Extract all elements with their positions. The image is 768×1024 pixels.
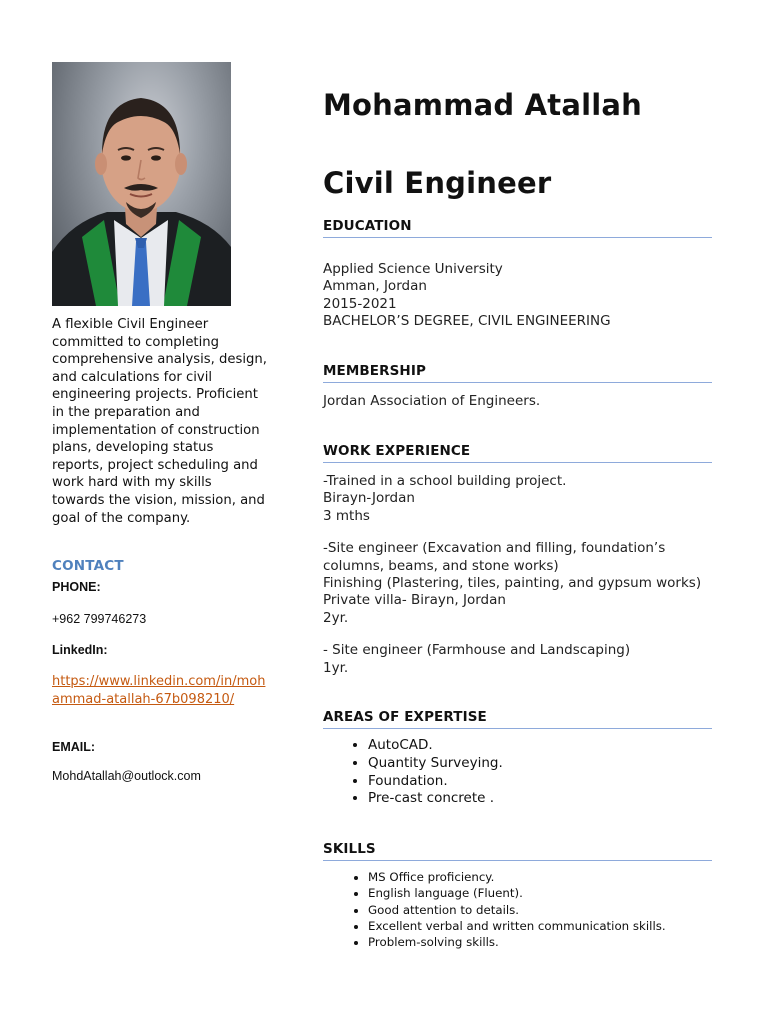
skills-list xyxy=(323,869,712,950)
list-item: • Good attention to details. xyxy=(368,902,712,918)
work-job-2-line: 2yr. xyxy=(323,609,349,626)
list-item: • MS Office proficiency. xyxy=(368,869,712,885)
list-item: • AutoCAD. xyxy=(368,737,712,755)
work-job-2-line: -Site engineer (Excavation and filling, foundation’s columns, beams, and stone works) xyxy=(323,540,666,574)
email-label: EMAIL: xyxy=(52,740,96,755)
work-job-2-line: Private villa- Birayn, Jordan xyxy=(323,592,506,609)
work-experience-heading: WORK EXPERIENCE xyxy=(323,443,712,463)
work-job-1-line: -Trained in a school building project. xyxy=(323,473,567,490)
work-job-1-line: 3 mths xyxy=(323,507,370,524)
contact-heading: CONTACT xyxy=(52,558,124,575)
job-title: Civil Engineer xyxy=(323,166,552,200)
left-column xyxy=(52,62,267,783)
profile-summary: A flexible Civil Engineer committed to completing comprehensive analysis, design, and calculations for civil engineering projects. Proficient in the preparation and implementation of construction plans, developing status reports, project scheduling and work hard with my skills towards the vision, mission, and goal of the company. xyxy=(52,317,267,526)
phone-label: PHONE: xyxy=(52,580,101,595)
list-item: • Pre-cast concrete . xyxy=(368,790,712,808)
email-address: MohdAtallah@outlock.com xyxy=(52,769,201,784)
work-job-3-line: - Site engineer (Farmhouse and Landscaping) xyxy=(323,642,631,659)
expertise-list xyxy=(323,737,712,808)
linkedin-link-line1[interactable]: https://www.linkedin.com/in/moh xyxy=(52,674,266,690)
list-item: • Quantity Surveying. xyxy=(368,755,712,773)
linkedin-link-line2[interactable]: ammad-atallah-67b098210/ xyxy=(52,691,235,707)
right-column xyxy=(323,88,712,950)
expertise-heading: AREAS OF EXPERTISE xyxy=(323,709,712,729)
education-details xyxy=(323,261,712,331)
skills-heading: SKILLS xyxy=(323,841,712,861)
portrait-illustration xyxy=(52,62,231,306)
linkedin-link[interactable] xyxy=(52,673,267,708)
education-years: 2015-2021 xyxy=(323,295,397,312)
phone-number: +962 799746273 xyxy=(52,612,147,627)
work-job-3-line: 1yr. xyxy=(323,659,349,676)
person-name: Mohammad Atallah xyxy=(323,88,643,122)
education-school: Applied Science University xyxy=(323,261,503,277)
work-job-1 xyxy=(323,473,712,525)
profile-photo xyxy=(52,62,231,306)
work-job-2-line: Finishing (Plastering, tiles, painting, and gypsum works) xyxy=(323,575,702,592)
list-item: • Excellent verbal and written communication skills. xyxy=(368,918,712,934)
list-item: • English language (Fluent). xyxy=(368,885,712,901)
education-heading: EDUCATION xyxy=(323,218,712,238)
list-item: • Problem-solving skills. xyxy=(368,934,712,950)
education-location: Amman, Jordan xyxy=(323,278,427,295)
list-item: • Foundation. xyxy=(368,773,712,791)
education-degree: BACHELOR’S DEGREE, CIVIL ENGINEERING xyxy=(323,313,611,330)
work-job-3 xyxy=(323,642,712,677)
work-job-1-line: Birayn-Jordan xyxy=(323,490,415,507)
linkedin-label: LinkedIn: xyxy=(52,643,108,658)
membership-heading: MEMBERSHIP xyxy=(323,363,712,383)
work-job-2 xyxy=(323,540,712,627)
membership-text: Jordan Association of Engineers. xyxy=(323,392,541,409)
